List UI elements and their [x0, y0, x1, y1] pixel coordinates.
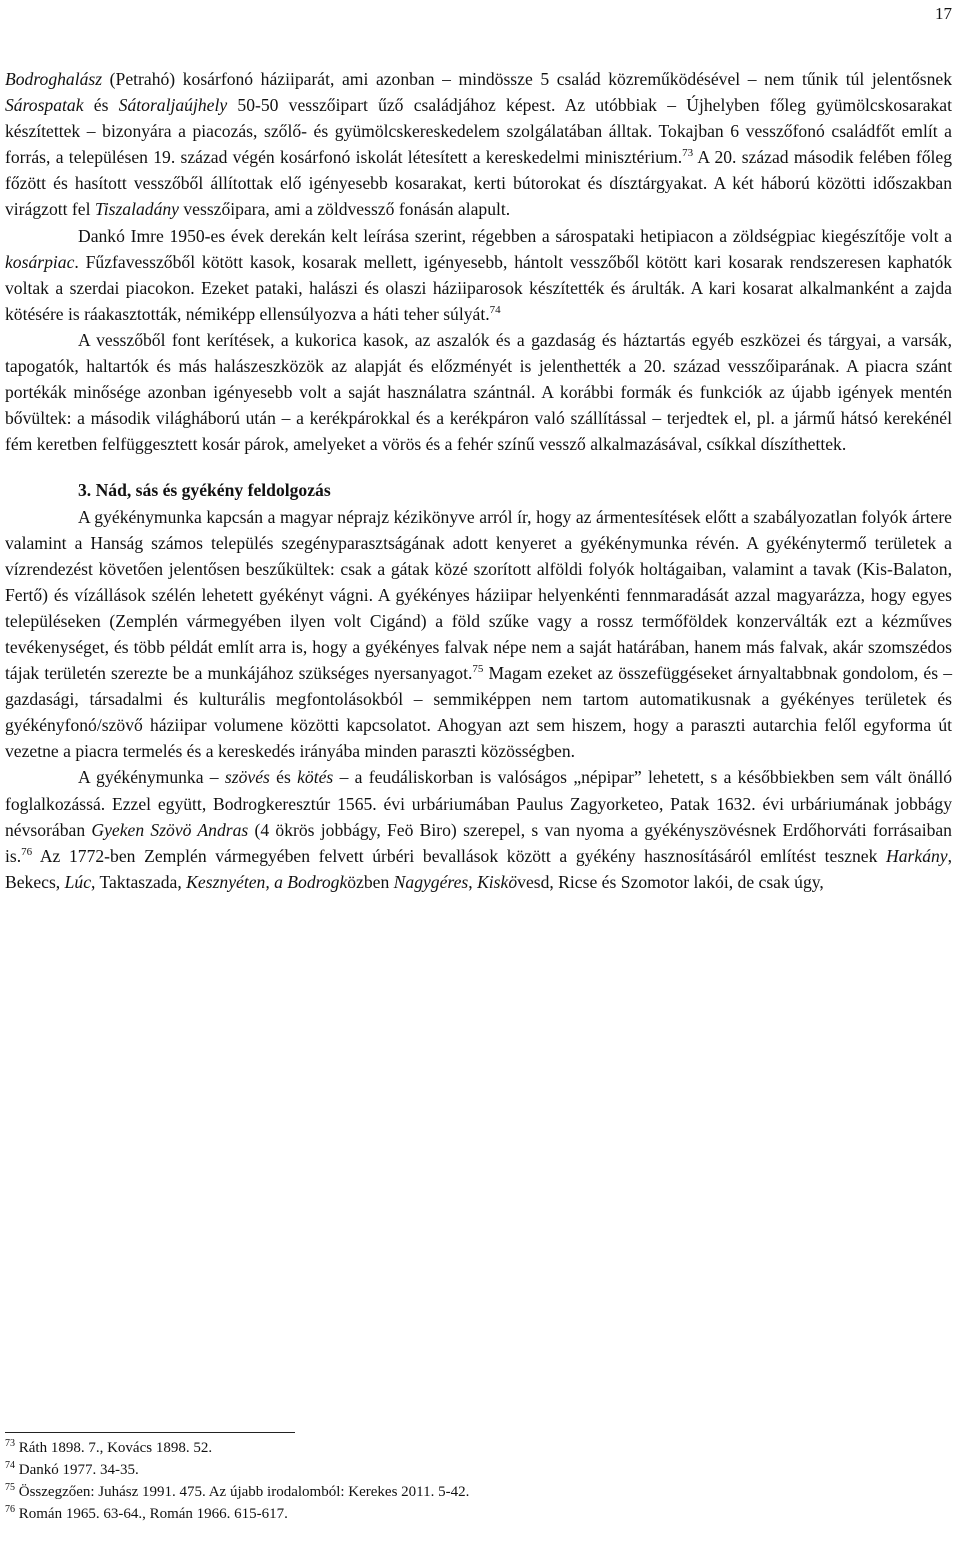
italic-text: Harkány — [886, 845, 948, 866]
footnote — [5, 1503, 952, 1525]
paragraph — [5, 764, 952, 894]
footnote-list — [5, 1437, 952, 1525]
paragraph — [5, 504, 952, 765]
section-paragraphs — [5, 504, 952, 895]
italic-text: Nagygéres — [393, 871, 469, 892]
text-run: A 20. század második felében főleg főzött és hasított vesszőből állítottak elő igényesebb kosarakat, kerti bútorokat és dísztárgyakat. A két háború közötti időszakban virágzott fel — [5, 147, 952, 220]
footnote-number: 74 — [5, 1460, 15, 1471]
footnote-ref: 73 — [682, 147, 694, 160]
italic-text: Tiszaladány — [94, 199, 179, 220]
italic-text: Bodroghalász — [5, 69, 103, 89]
footnote-text: Ráth 1898. 7., Kovács 1898. 52. — [15, 1440, 213, 1456]
text-run: , Bekecs, — [5, 845, 952, 892]
footnote — [5, 1481, 952, 1503]
text-run: , Taktaszada, — [91, 871, 187, 892]
italic-text: szövés — [224, 767, 270, 788]
footnote-text: Román 1965. 63-64., Román 1966. 615-617. — [15, 1506, 288, 1522]
italic-text: Lúc — [64, 871, 91, 892]
footnote-number: 75 — [5, 1482, 15, 1493]
text-run: özben — [347, 871, 394, 892]
text-run: A gyékénymunka – — [78, 767, 225, 788]
paragraph — [5, 66, 952, 223]
document-body — [5, 66, 952, 895]
italic-text: kosárpiac — [5, 251, 75, 272]
text-run: vesd, Ricse és Szomotor lakói, de csak úgy, — [517, 871, 824, 892]
text-run: (4 ökrös jobbágy, Feö Biro) szerepel, s van nyoma a gyékényszövésnek Erdőhorváti forrásaiban is. — [5, 819, 952, 866]
text-run: – a feudáliskorban is valóságos „népipar” lehetett, s a későbbiekben sem vált önálló foglalkozássá. Ezzel együtt, Bodrogkeresztúr 1565. évi urbáriumában Paulus Zagyorketeo, Patak 1632. évi urbáriumának jobbágy névsorában — [5, 767, 953, 840]
text-run: (Petrahó) kosárfonó háziiparát, ami azonban – mindössze 5 család közreműködésével – nem tűnik túl jelentősnek — [102, 69, 952, 89]
footnote-ref: 74 — [489, 303, 501, 316]
footnote-text: Dankó 1977. 34-35. — [15, 1462, 139, 1478]
text-run: 50-50 vesszőipart űző családjához képest. Az utóbbiak – Újhelyben főleg gyümölcskosarakat készítettek – bizonyára a piacozás, szőlő- és gyümölcskereskedelem szolgálatában álltak. Tokajban 6 vesszőfonó családfőt említ a forrás, a településen 19. század végén kosárfonó iskolát létesített a kereskedelmi minisztérium. — [5, 95, 952, 168]
page-number: 17 — [935, 4, 952, 23]
italic-text: Gyeken Szövö Andras — [91, 819, 249, 840]
text-run: A vesszőből font kerítések, a kukorica kasok, az aszalók és a gazdaság és háztartás egyéb eszközei és tárgyai, a varsák, tapogatók, haltartók és más halászeszközök az alapját és előzményét is jelenthették a 20. század vesszőiparának. A piacra szánt portékák minősége azonban igényesebb volt a saját használatra szántnál. A korábbi formák és funkciók az újabb igények mentén bővültek: a második világháború után – a kerékpárokkal és a kerékpáron való szállítással – terjedtek el, pl. a jármű hátsó kerekénél fém keretben felfüggesztett kosár párok, amelyeket a vörös és a fehér színű vessző alkalmazásával, csíkkal díszíthettek. — [5, 329, 952, 455]
text-run: Az 1772-ben Zemplén vármegyében felvett úrbéri bevallások között a gyékény hasznosításáról említést tesznek — [32, 845, 887, 866]
footnote-ref: 75 — [472, 663, 484, 676]
italic-text: Sárospatak — [5, 95, 84, 116]
text-run: A gyékénymunka kapcsán a magyar néprajz kézikönyve arról ír, hogy az ármentesítések előtt a szabályozatlan folyók ártere valamint a Hanság számos település szegényparasztságának adott kenyeret a gyékénymunka révén. A gyékénytermő területek a vízrendezést követően jelentősen beszűkültek: csak a gátak közé szorított alföldi folyók holtágaiban, valamint a tavak (Kis-Balaton, Fertő) és vízállások szélén lehetett gyékényt vágni. A gyékényes háziipar helyenkénti fennmaradását azzal magyarázza, hogy egyes településeken (Zemplén vármegyében ilyen volt Cigánd) a föld szűke vagy a rossz termőföldek konzerválták ezt a kézműves tevékenységet, és több példát említ arra is, hogy a gyékényes falvak népe nem a saját határában, hanem más falvak, akár szomszédos tájak területén szerezte be a munkájához szükséges nyersanyagot. — [5, 506, 952, 684]
section-title: 3. Nád, sás és gyékény feldolgozás — [78, 480, 331, 501]
italic-text: Kesznyéten, a Bodrogk — [186, 871, 348, 892]
text-run: Magam ezeket az összefüggéseket árnyaltabbnak gondolom, és – gazdasági, társadalmi és kulturális megfontolásokból – semmiképpen nem tartom automatikusnak a gyékényes területek és gyékényfonó/szövő háziipar volumene közötti kapcsolatot. Ahogyan azt sem hiszem, hogy a paraszti autarchia felől egyforma út vezetne a piacra termelés és a kereskedés irányába minden paraszti közösségben. — [5, 663, 952, 762]
italic-text: Sátoraljaújhely — [118, 95, 228, 116]
footnotes — [5, 1432, 952, 1525]
paragraph — [5, 223, 952, 327]
text-run: és — [83, 95, 119, 116]
italic-text: Kiskö — [477, 871, 518, 892]
footnote — [5, 1437, 952, 1459]
footnote — [5, 1459, 952, 1481]
text-run: Dankó Imre 1950-es évek derekán kelt leírása szerint, régebben a sárospataki hetipiacon a zöldségpiac kiegészítője volt a — [78, 225, 952, 246]
footnote-number: 73 — [5, 1438, 15, 1449]
text-run: . Fűzfavesszőből kötött kasok, kosarak mellett, igényesebb, hántolt vesszőből kötött kari kosarak rendszeresen kaphatók voltak a szerdai piacokon. Ezeket pataki, halászi és olaszi háziiparosok készítették és árulták. A kari kosarat alkalmanként a zajda kötésére is ráakasztották, némiképp ellensúlyozva a háti teher súlyát. — [5, 251, 952, 324]
text-run: és — [269, 767, 298, 788]
footnote-text: Összegzően: Juhász 1991. 475. Az újabb irodalomból: Kerekes 2011. 5-42. — [15, 1484, 470, 1500]
text-run: vesszőipara, ami a zöldvessző fonásán alapult. — [178, 199, 511, 220]
italic-text: kötés — [297, 767, 334, 788]
footnote-ref: 76 — [21, 845, 33, 858]
paragraph — [5, 327, 952, 457]
intro-paragraphs — [5, 66, 952, 457]
footnote-divider — [5, 1432, 295, 1433]
text-run: , — [468, 871, 478, 892]
footnote-number: 76 — [5, 1504, 15, 1515]
